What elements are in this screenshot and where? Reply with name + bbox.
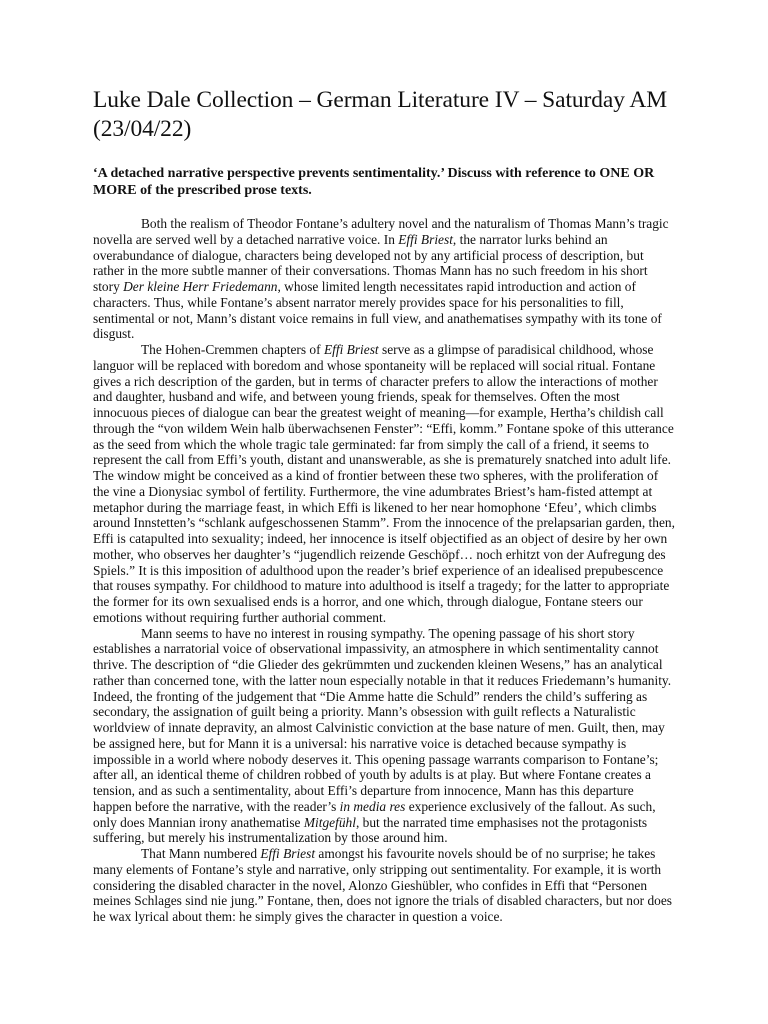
- text-run: , but the narrated time emphasises not the protagonists suffering, but merely his instrumentalization by those around him.: [93, 814, 648, 846]
- italic-title-run: Effi Briest: [398, 231, 453, 247]
- italic-title-run: in media res: [339, 798, 406, 814]
- question-rest: of the prescribed prose texts.: [136, 183, 312, 198]
- italic-title-run: Effi Briest: [323, 342, 379, 357]
- essay-body: [93, 216, 675, 925]
- essay-question: [93, 165, 675, 199]
- text-run: , whose limited length necessitates rapid introduction and action of characters. Thus, while Fontane’s absent narrator merely provides space for his personalities to fill, sentimental or not, Mann’s distant voice remains in full view, and anathematises sympathy with its tone of disgust.: [93, 279, 662, 342]
- document-title: Luke Dale Collection – German Literature IV – Saturday AM (23/04/22): [93, 87, 668, 142]
- question-quote: ‘A detached narrative perspective prevents sentimentality.’ Discuss with reference to: [93, 166, 596, 181]
- italic-title-run: Der kleine Herr Friedemann: [123, 279, 278, 294]
- essay-paragraph-3: [93, 626, 675, 847]
- essay-paragraph-2: [93, 342, 675, 626]
- text-run: Mann seems to have no interest in rousing sympathy. The opening passage of his short story establishes a narratorial voice of observational impassivity, an atmosphere in which sentimentality cannot thrive. The description of “die Glieder des gekrümmten und zuckenden kleinen Wesens,” has an analytical rather than concerned tone, with the latter noun especially notable in that it reduces Friedemann’s humanity. Indeed, the fronting of the judgement that “Die Amme hatte die Schuld” renders the child’s suffering as secondary, the assignation of guilt being a priority. Mann’s obsession with guilt reflects a Naturalistic worldview of innate depravity, an almost Calvinistic conviction at the base nature of men. Guilt, then, may be assigned here, but for Mann it is a universal: his narrative voice is detached because sympathy is impossible in a world where nobody deserves it. This opening passage warrants comparison to Fontane’s; after all, an identical theme of children robbed of youth by adults is at play. But where Fontane creates a tension, and as such a sentimentality, about Effi’s departure from innocence, Mann has this departure happen before the narrative, with the reader’s: [93, 625, 672, 814]
- italic-title-run: Mitgefühl: [303, 814, 356, 830]
- document-page: [93, 86, 675, 925]
- text-run: The Hohen-Cremmen chapters of: [141, 342, 324, 357]
- text-run: That Mann numbered: [141, 846, 261, 861]
- essay-paragraph-4: [93, 846, 675, 925]
- italic-title-run: Effi Briest: [260, 846, 316, 861]
- text-run: Both the realism of Theodor Fontane’s adultery novel and the naturalism of Thomas Mann’s tragic novella are served well by a detached narrative voice. In: [93, 216, 669, 247]
- question-emphasis: ONE OR MORE: [93, 166, 655, 198]
- text-run: amongst his favourite novels should be of no surprise; he takes many elements of Fontane’s style and narrative, only stripping out sentimentality. For example, it is worth considering the disabled character in the novel, Alonzo Gieshübler, who confides in Effi that “Personen meines Schlages sind nie jung.” Fontane, then, does not ignore the trials of disabled characters, but nor does he wax lyrical about them: he simply gives the character in question a voice.: [93, 846, 673, 924]
- text-run: , the narrator lurks behind an overabundance of dialogue, characters being developed not by any artificial process of description, but rather in the more subtle manner of their conversations. Thomas Mann has no such freedom in his short story: [93, 231, 648, 294]
- text-run: experience exclusively of the fallout. As such, only does Mannian irony anathematise: [93, 798, 656, 830]
- essay-paragraph-1: [93, 216, 675, 342]
- text-run: serve as a glimpse of paradisical childhood, whose languor will be replaced with boredom and whose spontaneity will be replaced will social ritual. Fontane gives a rich description of the garden, but in terms of character prefers to allow the interactions of mother and daughter, husband and wife, and between young friends, speak for themselves. Often the most innocuous pieces of dialogue can bear the greatest weight of meaning—for example, Hertha’s childish call through the “von wildem Wein halb überwachsenen Fenster”: “Effi, komm.” Fontane spoke of this utterance as the seed from which the whole tragic tale germinated: far from simply the call of a friend, it seems to represent the call from Effi’s youth, distant and unanswerable, as she is prematurely snatched into adult life. The window might be conceived as a kind of frontier between these two spheres, with the proliferation of the vine a Dionysiac symbol of fertility. Furthermore, the vine adumbrates Briest’s ham-fisted attempt at metaphor during the marriage feast, in which Effi is likened to her near homophone ‘Efeu’, which climbs around Innstetten’s “schlank aufgeschossenen Stamm”. From the innocence of the prelapsarian garden, then, Effi is catapulted into sexuality; indeed, her innocence is itself objectified as an object of desire by her own mother, who observes her daughter’s “jugendlich reizende Geschöpf… noch erhitzt von der Aufregung des Spiels.” It is this imposition of adulthood upon the reader’s brief experience of an idealised prepubescence that rouses sympathy. For childhood to mature into adulthood is itself a tragedy; for the latter to appropriate the former for its own sexualised ends is a horror, and one which, through dialogue, Fontane steers our emotions without requiring further authorial comment.: [93, 342, 675, 625]
